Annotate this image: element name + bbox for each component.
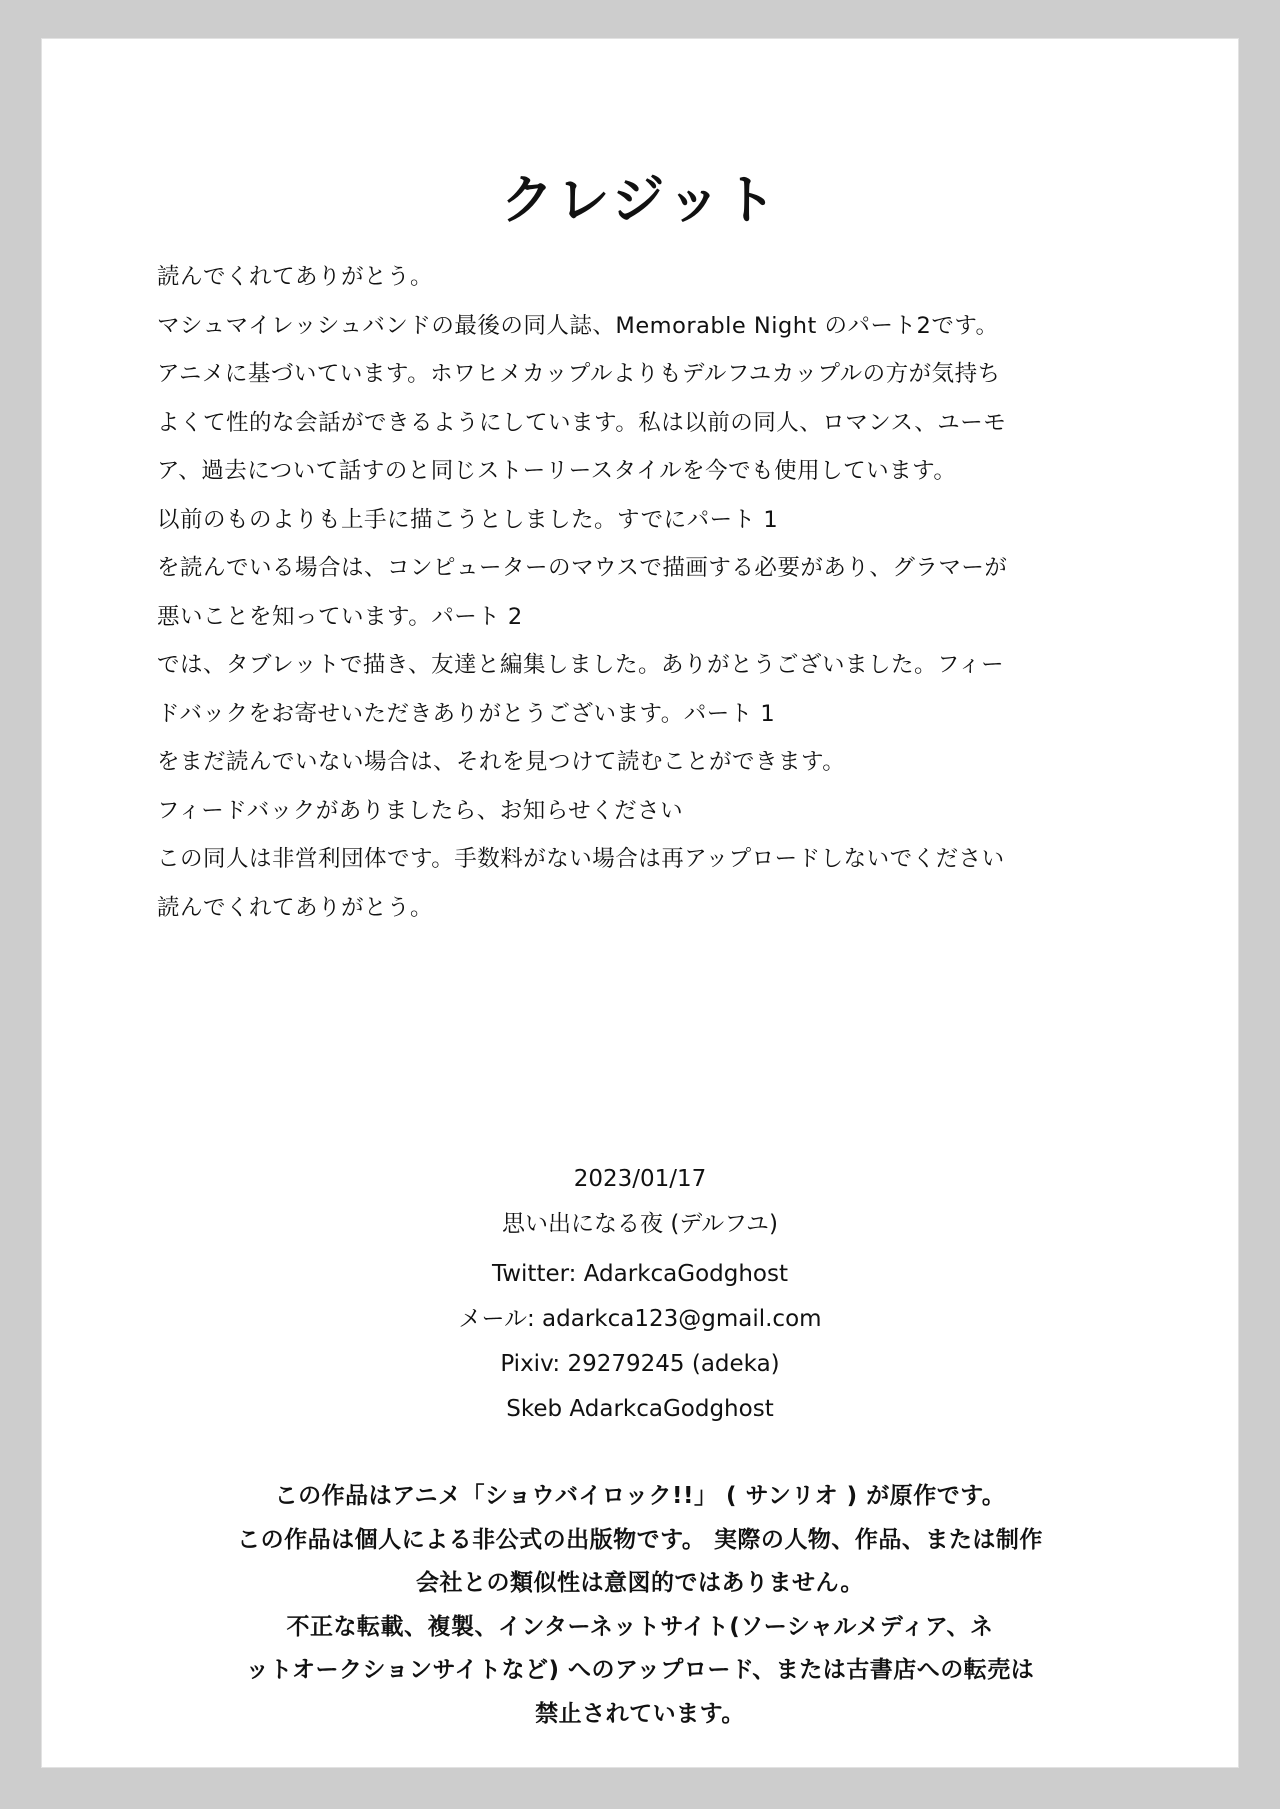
message-line: フィードバックがありましたら、お知らせください <box>157 797 684 824</box>
message-line: ア、過去について話すのと同じストーリースタイルを今でも使用しています。 <box>157 458 957 484</box>
message-line: 読んでくれてありがとう。 <box>157 264 434 290</box>
message-line: 以前のものよりも上手に描こうとしました。すでにパート 1 <box>157 506 779 533</box>
notice-line: 会社との類似性は意図的ではありません。 <box>416 1570 864 1596</box>
message-line: 読んでくれてありがとう。 <box>157 894 434 921</box>
message-line: アニメに基づいています。ホワヒメカップルよりもデルフユカップルの方が気持ち <box>157 361 1001 387</box>
message-line: マシュマイレッシュバンドの最後の同人誌、Memorable Night のパート2です。 <box>157 312 999 339</box>
notice-line: ットオークションサイトなど) へのアップロード、または古書店への転売は <box>245 1657 1035 1683</box>
twitter-handle: Twitter: AdarkcaGodghost <box>491 1261 789 1287</box>
page-title: クレジット <box>500 170 780 231</box>
skeb-handle: Skeb AdarkcaGodghost <box>506 1396 774 1422</box>
work-title: 思い出になる夜 (デルフユ) <box>502 1211 778 1237</box>
notice-line: 不正な転載、複製、インターネットサイト(ソーシャルメディア、ネ <box>286 1613 994 1640</box>
notice-line: この作品はアニメ「ショウバイロック!!」 ( サンリオ ) が原作です。 <box>274 1483 1006 1509</box>
author-credits <box>42 1157 1238 1432</box>
message-body <box>157 253 1127 932</box>
message-line: よくて性的な会話ができるようにしています。私は以前の同人、ロマンス、ユーモ <box>157 409 1007 436</box>
publish-date: 2023/01/17 <box>573 1166 707 1192</box>
notice-line: 禁止されています。 <box>535 1700 745 1727</box>
pixiv-id: Pixiv: 29279245 (adeka) <box>500 1351 780 1377</box>
message-line: 悪いことを知っています。パート 2 <box>157 603 523 630</box>
message-line: をまだ読んでいない場合は、それを見つけて読むことができます。 <box>157 749 846 775</box>
message-line: では、タブレットで描き、友達と編集しました。ありがとうございました。フィー <box>157 652 1005 678</box>
message-line: を読んでいる場合は、コンピューターのマウスで描画する必要があり、グラマーが <box>157 555 1008 581</box>
legal-notice <box>42 1475 1238 1736</box>
notice-line: この作品は個人による非公式の出版物です。 実際の人物、作品、または制作 <box>237 1526 1043 1553</box>
credits-page <box>41 38 1239 1768</box>
message-line: ドバックをお寄せいただきありがとうございます。パート 1 <box>157 700 776 727</box>
message-line: この同人は非営利団体です。手数料がない場合は再アップロードしないでください <box>157 846 1005 872</box>
email-address: メール: adarkca123@gmail.com <box>458 1306 822 1332</box>
